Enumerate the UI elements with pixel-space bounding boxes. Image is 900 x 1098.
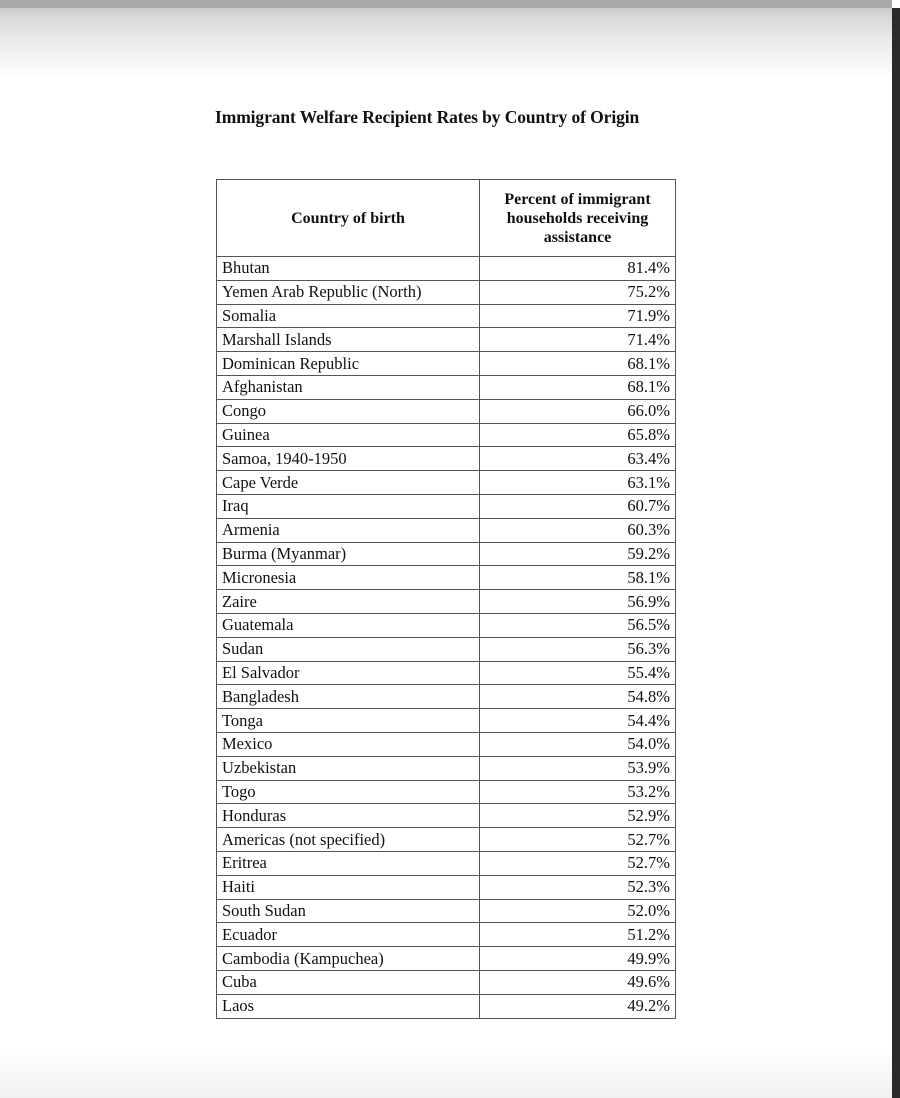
table-row bbox=[217, 613, 676, 637]
percent-cell: 71.4% bbox=[480, 328, 676, 352]
document-title: Immigrant Welfare Recipient Rates by Country of Origin bbox=[215, 107, 640, 127]
table-row bbox=[217, 423, 676, 447]
country-cell: Marshall Islands bbox=[217, 328, 480, 352]
table-header-row bbox=[217, 180, 676, 257]
percent-cell: 49.6% bbox=[480, 970, 676, 994]
header-country: Country of birth bbox=[217, 180, 480, 257]
country-cell: Guinea bbox=[217, 423, 480, 447]
country-cell: Ecuador bbox=[217, 923, 480, 947]
percent-cell: 59.2% bbox=[480, 542, 676, 566]
percent-cell: 58.1% bbox=[480, 566, 676, 590]
table-row bbox=[217, 780, 676, 804]
percent-cell: 49.2% bbox=[480, 994, 676, 1018]
country-cell: Americas (not specified) bbox=[217, 828, 480, 852]
percent-cell: 56.3% bbox=[480, 637, 676, 661]
country-cell: Somalia bbox=[217, 304, 480, 328]
country-cell: Zaire bbox=[217, 590, 480, 614]
percent-cell: 81.4% bbox=[480, 257, 676, 281]
country-cell: Cambodia (Kampuchea) bbox=[217, 947, 480, 971]
table-row bbox=[217, 970, 676, 994]
percent-cell: 52.0% bbox=[480, 899, 676, 923]
percent-cell: 56.9% bbox=[480, 590, 676, 614]
percent-cell: 63.4% bbox=[480, 447, 676, 471]
percent-cell: 54.8% bbox=[480, 685, 676, 709]
country-cell: Afghanistan bbox=[217, 375, 480, 399]
country-cell: Honduras bbox=[217, 804, 480, 828]
viewer-top-shade bbox=[0, 0, 892, 80]
table-row bbox=[217, 447, 676, 471]
table-body bbox=[217, 257, 676, 1019]
percent-cell: 71.9% bbox=[480, 304, 676, 328]
country-cell: Togo bbox=[217, 780, 480, 804]
percent-cell: 52.7% bbox=[480, 828, 676, 852]
percent-cell: 60.7% bbox=[480, 494, 676, 518]
table-row bbox=[217, 994, 676, 1018]
percent-cell: 68.1% bbox=[480, 352, 676, 376]
table-row bbox=[217, 518, 676, 542]
percent-cell: 63.1% bbox=[480, 471, 676, 495]
country-cell: Uzbekistan bbox=[217, 756, 480, 780]
table-row bbox=[217, 328, 676, 352]
table-row bbox=[217, 661, 676, 685]
country-cell: Bangladesh bbox=[217, 685, 480, 709]
welfare-rates-table bbox=[216, 179, 676, 1019]
table-row bbox=[217, 947, 676, 971]
table-row bbox=[217, 875, 676, 899]
viewer-top-bar bbox=[0, 0, 892, 8]
country-cell: Cuba bbox=[217, 970, 480, 994]
table-row bbox=[217, 471, 676, 495]
country-cell: El Salvador bbox=[217, 661, 480, 685]
percent-cell: 54.4% bbox=[480, 709, 676, 733]
table-row bbox=[217, 399, 676, 423]
country-cell: South Sudan bbox=[217, 899, 480, 923]
table-row bbox=[217, 352, 676, 376]
table-row bbox=[217, 923, 676, 947]
country-cell: Sudan bbox=[217, 637, 480, 661]
table-row bbox=[217, 494, 676, 518]
country-cell: Bhutan bbox=[217, 257, 480, 281]
country-cell: Laos bbox=[217, 994, 480, 1018]
table-row bbox=[217, 685, 676, 709]
table-row bbox=[217, 304, 676, 328]
percent-cell: 52.7% bbox=[480, 851, 676, 875]
table-row bbox=[217, 280, 676, 304]
country-cell: Armenia bbox=[217, 518, 480, 542]
percent-cell: 52.3% bbox=[480, 875, 676, 899]
percent-cell: 52.9% bbox=[480, 804, 676, 828]
percent-cell: 51.2% bbox=[480, 923, 676, 947]
table-row bbox=[217, 756, 676, 780]
percent-cell: 66.0% bbox=[480, 399, 676, 423]
country-cell: Congo bbox=[217, 399, 480, 423]
table-row bbox=[217, 637, 676, 661]
viewer-right-edge bbox=[892, 8, 900, 1098]
country-cell: Tonga bbox=[217, 709, 480, 733]
percent-cell: 53.9% bbox=[480, 756, 676, 780]
percent-cell: 55.4% bbox=[480, 661, 676, 685]
percent-cell: 68.1% bbox=[480, 375, 676, 399]
percent-cell: 49.9% bbox=[480, 947, 676, 971]
table-row bbox=[217, 899, 676, 923]
country-cell: Burma (Myanmar) bbox=[217, 542, 480, 566]
percent-cell: 53.2% bbox=[480, 780, 676, 804]
table-row bbox=[217, 257, 676, 281]
country-cell: Iraq bbox=[217, 494, 480, 518]
table-row bbox=[217, 804, 676, 828]
percent-cell: 56.5% bbox=[480, 613, 676, 637]
percent-cell: 54.0% bbox=[480, 732, 676, 756]
table-row bbox=[217, 590, 676, 614]
country-cell: Micronesia bbox=[217, 566, 480, 590]
percent-cell: 65.8% bbox=[480, 423, 676, 447]
header-percent: Percent of immigrant households receiving assistance bbox=[480, 180, 676, 257]
table-row bbox=[217, 828, 676, 852]
percent-cell: 60.3% bbox=[480, 518, 676, 542]
country-cell: Haiti bbox=[217, 875, 480, 899]
country-cell: Samoa, 1940-1950 bbox=[217, 447, 480, 471]
table-row bbox=[217, 566, 676, 590]
table-row bbox=[217, 851, 676, 875]
table-row bbox=[217, 732, 676, 756]
country-cell: Mexico bbox=[217, 732, 480, 756]
table-row bbox=[217, 709, 676, 733]
country-cell: Eritrea bbox=[217, 851, 480, 875]
table-row bbox=[217, 542, 676, 566]
country-cell: Guatemala bbox=[217, 613, 480, 637]
country-cell: Cape Verde bbox=[217, 471, 480, 495]
country-cell: Yemen Arab Republic (North) bbox=[217, 280, 480, 304]
viewer-bottom-shade bbox=[0, 1048, 892, 1098]
percent-cell: 75.2% bbox=[480, 280, 676, 304]
table-row bbox=[217, 375, 676, 399]
country-cell: Dominican Republic bbox=[217, 352, 480, 376]
